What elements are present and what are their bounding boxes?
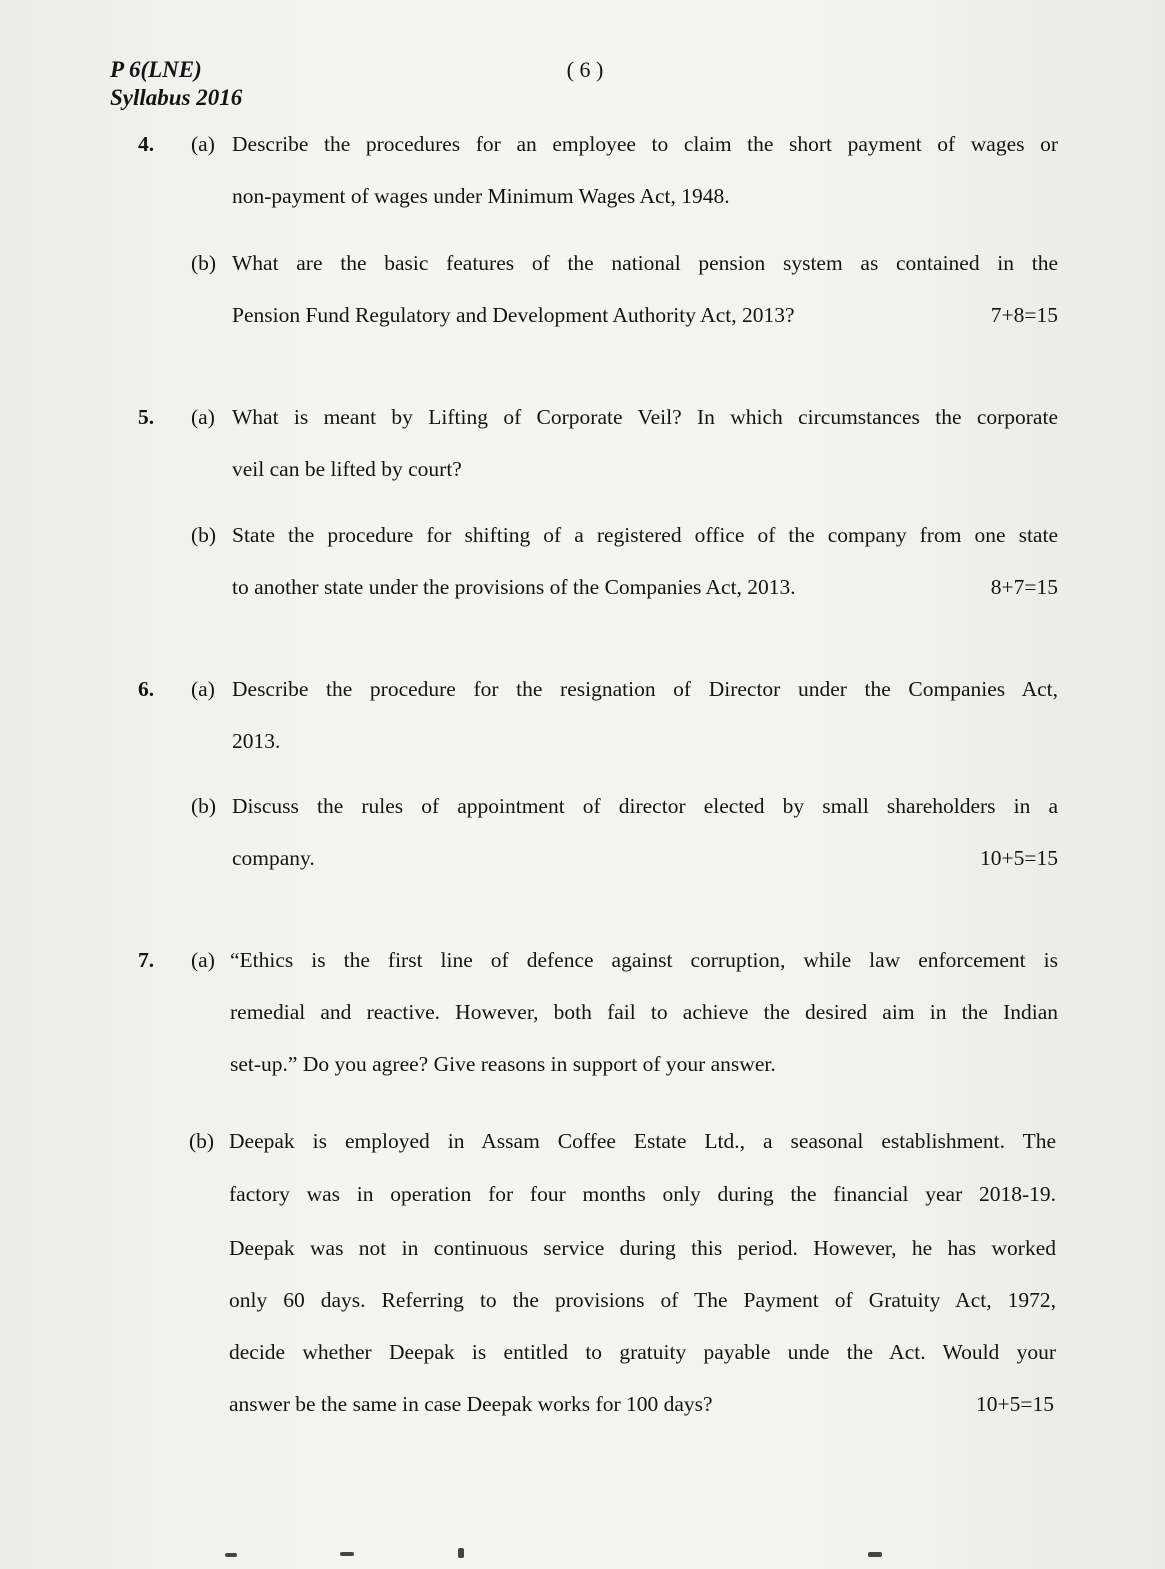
question-text-line: factory was in operation for four months only during the financial year 2018-19. xyxy=(229,1182,1056,1206)
question-text-line: State the procedure for shifting of a registered office of the company from one state xyxy=(232,523,1058,547)
part-label: (a) xyxy=(191,677,215,701)
question-number: 4. xyxy=(138,132,155,156)
question-text-line: Describe the procedure for the resignation of Director under the Companies Act, xyxy=(232,677,1058,701)
scan-artifact xyxy=(225,1553,237,1557)
question-text-line: company. xyxy=(232,846,315,870)
part-label: (a) xyxy=(191,948,215,972)
marks-allocation: 10+5=15 xyxy=(975,1392,1054,1416)
question-text-line: answer be the same in case Deepak works for 100 days? xyxy=(229,1392,713,1416)
paper-code: P 6(LNE) xyxy=(110,57,202,82)
question-text-line: What is meant by Lifting of Corporate Veil? In which circumstances the corporate xyxy=(232,405,1058,429)
question-text-line: Discuss the rules of appointment of director elected by small shareholders in a xyxy=(232,794,1058,818)
question-text-line: decide whether Deepak is entitled to gratuity payable unde the Act. Would your xyxy=(229,1340,1056,1364)
part-label: (b) xyxy=(191,523,217,547)
part-label: (b) xyxy=(191,794,217,818)
question-number: 5. xyxy=(138,405,155,429)
question-text-line: to another state under the provisions of the Companies Act, 2013. xyxy=(232,575,796,599)
part-label: (b) xyxy=(189,1129,215,1153)
question-text-line: non-payment of wages under Minimum Wages Act, 1948. xyxy=(232,184,730,208)
header-paper-info xyxy=(110,56,242,112)
part-label: (a) xyxy=(191,132,215,156)
page-number: ( 6 ) xyxy=(566,57,604,82)
question-number: 6. xyxy=(138,677,155,701)
scan-artifact xyxy=(868,1552,882,1557)
marks-allocation: 7+8=15 xyxy=(990,303,1058,327)
syllabus-label: Syllabus 2016 xyxy=(110,85,243,110)
scan-artifact xyxy=(340,1552,354,1556)
question-text-line: What are the basic features of the national pension system as contained in the xyxy=(232,251,1058,275)
question-text-line: Deepak was not in continuous service during this period. However, he has worked xyxy=(229,1236,1056,1260)
question-text-line: remedial and reactive. However, both fail to achieve the desired aim in the Indian xyxy=(230,1000,1058,1024)
question-text-line: 2013. xyxy=(232,729,281,753)
marks-allocation: 8+7=15 xyxy=(990,575,1058,599)
question-text-line: Pension Fund Regulatory and Development Authority Act, 2013? xyxy=(232,303,795,327)
question-text-line: veil can be lifted by court? xyxy=(232,457,462,481)
scan-artifact xyxy=(458,1548,464,1558)
question-text-line: Deepak is employed in Assam Coffee Estate Ltd., a seasonal establishment. The xyxy=(229,1129,1056,1153)
part-label: (a) xyxy=(191,405,215,429)
question-number: 7. xyxy=(138,948,155,972)
question-text-line: “Ethics is the first line of defence against corruption, while law enforcement is xyxy=(230,948,1058,972)
question-text-line: set-up.” Do you agree? Give reasons in support of your answer. xyxy=(230,1052,776,1076)
question-text-line: only 60 days. Referring to the provisions of The Payment of Gratuity Act, 1972, xyxy=(229,1288,1056,1312)
question-text-line: Describe the procedures for an employee to claim the short payment of wages or xyxy=(232,132,1058,156)
part-label: (b) xyxy=(191,251,217,275)
marks-allocation: 10+5=15 xyxy=(979,846,1058,870)
